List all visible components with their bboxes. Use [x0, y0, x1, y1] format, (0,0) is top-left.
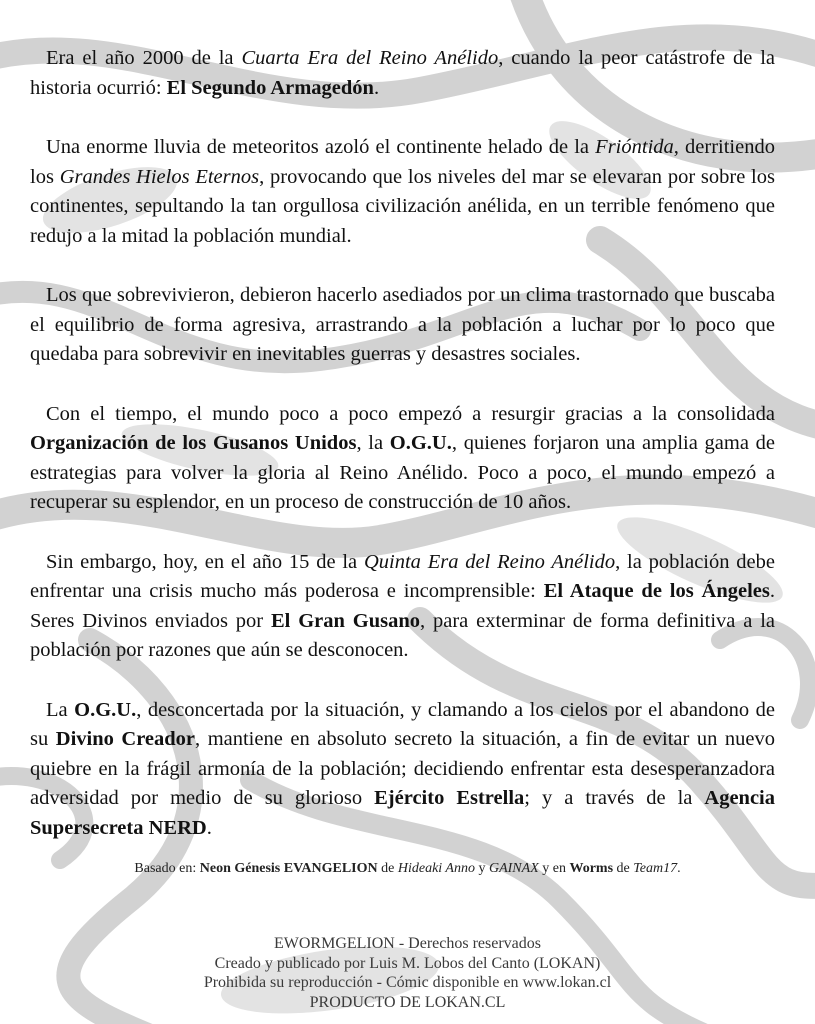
bold-text: El Gran Gusano	[270, 609, 421, 632]
text-run: Sin embargo, hoy, en el año 15 de la	[46, 550, 364, 573]
text-run: , quienes forjaron una amplia gama de estrategias para volver la gloria al Reino Anélido. Poco a poco, el mundo empezó a recuperar su esplendor, en un proceso de construcción de 10 años.	[30, 432, 776, 513]
credits-line: EWORMGELION - Derechos reservados	[273, 935, 542, 952]
bold-text: Worms	[569, 861, 614, 876]
text-run: y	[474, 861, 489, 876]
italic-text: Frióntida	[595, 136, 674, 158]
bold-text: El Segundo Armagedón	[166, 76, 374, 99]
credits-line: PRODUCTO DE LOKAN.CL	[309, 993, 506, 1011]
text-run: ; y a través de la	[524, 787, 705, 809]
paragraph	[30, 281, 775, 370]
italic-text: Quinta Era del Reino Anélido	[363, 550, 616, 573]
credits-block	[0, 934, 815, 1012]
italic-text: Hideaki Anno	[397, 861, 475, 876]
text-run: Los que sobrevivieron, debieron hacerlo asediados por un clima trastornado que buscaba el equilibrio de forma agresiva, arrastrando a la población a luchar por lo poco que quedaba para sobrevivir en inevitables guerras y desastres sociales.	[30, 284, 775, 365]
bold-text: Ejército Estrella	[374, 787, 525, 809]
italic-text: Grandes Hielos Eternos	[59, 165, 260, 188]
bold-text: El Ataque de los Ángeles	[543, 580, 770, 602]
paragraph	[30, 44, 775, 103]
text-run: Basado en:	[134, 861, 200, 876]
text-run: y en	[538, 861, 570, 876]
based-on-line	[0, 860, 815, 878]
text-run: , provocando que los niveles del mar se elevaran por sobre los continentes, sepultando la tan orgullosa civilización anélida, en un terrible fenómeno que redujo a la mitad la población mundial.	[30, 165, 775, 247]
text-run: de	[377, 861, 398, 876]
text-run: , cuando la peor catástrofe de la historia ocurrió:	[30, 47, 776, 99]
text-run: . Seres Divinos enviados por	[30, 580, 775, 632]
text-run: .	[206, 816, 212, 839]
italic-text: GAINAX	[488, 861, 539, 876]
bold-text: Organización de los Gusanos Unidos	[30, 432, 357, 454]
text-run: La	[46, 698, 75, 721]
text-run: , desconcertada por la situación, y clamando a los cielos por el abandono de su	[30, 698, 776, 750]
credits-line: Prohibida su reproducción - Cómic disponible en www.lokan.cl	[203, 974, 612, 991]
bold-text: Neon Génesis EVANGELION	[199, 861, 378, 876]
bold-text: Agencia Supersecreta NERD	[30, 787, 776, 839]
text-run: .	[677, 861, 681, 876]
italic-text: Cuarta Era del Reino Anélido	[241, 47, 499, 69]
paragraph	[30, 400, 775, 518]
text-run: de	[613, 861, 634, 876]
bold-text: O.G.U.	[74, 698, 137, 721]
text-run: Una enorme lluvia de meteoritos azoló el continente helado de la	[46, 136, 596, 158]
bold-text: Divino Creador	[55, 728, 196, 750]
text-run: Con el tiempo, el mundo poco a poco empezó a resurgir gracias a la consolidada	[46, 402, 775, 425]
text-run: , la	[356, 432, 390, 454]
paragraph	[30, 696, 775, 844]
text-run: , para exterminar de forma definitiva a la población por razones que aún se desconocen.	[30, 609, 775, 661]
italic-text: Team17	[633, 861, 678, 876]
text-run: , la población debe enfrentar una crisis mucho más poderosa e incomprensible:	[30, 550, 775, 602]
bold-text: O.G.U.	[389, 432, 452, 454]
story-text	[30, 44, 775, 873]
paragraph	[30, 133, 775, 251]
credits-line: Creado y publicado por Luis M. Lobos del Canto (LOKAN)	[214, 954, 601, 972]
paragraph	[30, 548, 775, 666]
text-run: , mantiene en absoluto secreto la situación, a fin de evitar un nuevo quiebre en la frágil armonía de la población; decidiendo enfrentar esta desesperanzadora adversidad por medio de su glorioso	[30, 728, 775, 809]
text-run: .	[373, 76, 380, 99]
text-run: Era el año 2000 de la	[46, 47, 242, 69]
text-run: , derritiendo los	[30, 136, 775, 188]
